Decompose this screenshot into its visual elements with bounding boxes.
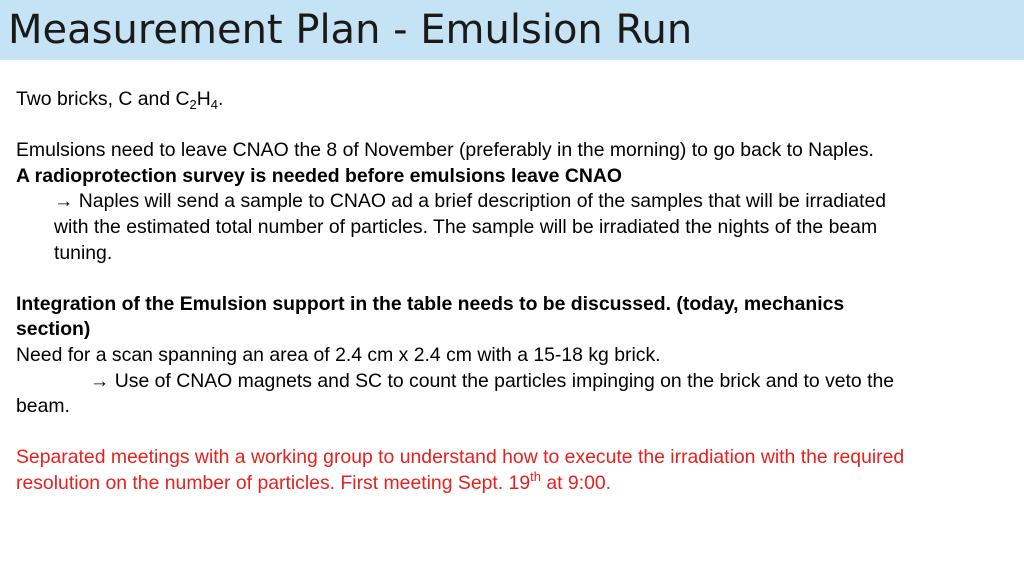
emulsions-leave-line: Emulsions need to leave CNAO the 8 of November (preferably in the morning) to go back to Naples.	[16, 139, 874, 162]
first-meeting-text: resolution on the number of particles. First meeting Sept. 19	[16, 471, 531, 494]
slide-body	[16, 87, 1006, 497]
radioprotection-heading: A radioprotection survey is needed before emulsions leave CNAO	[16, 164, 622, 187]
particles-line: with the estimated total number of particles. The sample will be irradiated the nights of the beam	[54, 215, 878, 238]
tuning-line: tuning.	[54, 241, 113, 264]
integration-heading-cont: section)	[16, 318, 91, 341]
beam-line: beam.	[16, 395, 70, 418]
scan-line: Need for a scan spanning an area of 2.4 cm x 2.4 cm with a 15-18 kg brick.	[16, 343, 661, 366]
bricks-text: Two bricks, C and C	[16, 88, 190, 110]
bricks-line	[16, 87, 1006, 113]
bricks-text-h: H	[196, 88, 211, 110]
meeting-time: at 9:00.	[540, 471, 612, 494]
integration-heading: Integration of the Emulsion support in the table needs to be discussed. (today, mechanics	[16, 292, 845, 315]
meetings-line: Separated meetings with a working group to understand how to execute the irradiation with the required	[16, 446, 905, 469]
bricks-period: .	[217, 88, 224, 110]
slide-title: Measurement Plan - Emulsion Run	[8, 7, 693, 53]
spacer	[16, 420, 1006, 446]
magnets-line: → Use of CNAO magnets and SC to count the particles impinging on the brick and to veto the	[90, 369, 895, 392]
naples-sample-line: → Naples will send a sample to CNAO ad a brief description of the samples that will be irradiated	[54, 190, 887, 213]
spacer	[16, 266, 1006, 292]
subscript-2: 2	[189, 97, 197, 112]
spacer	[16, 113, 1006, 139]
subscript-4: 4	[210, 97, 218, 112]
ordinal-superscript: th	[530, 468, 541, 484]
first-meeting-line	[16, 468, 1006, 497]
title-bar	[0, 0, 1024, 60]
